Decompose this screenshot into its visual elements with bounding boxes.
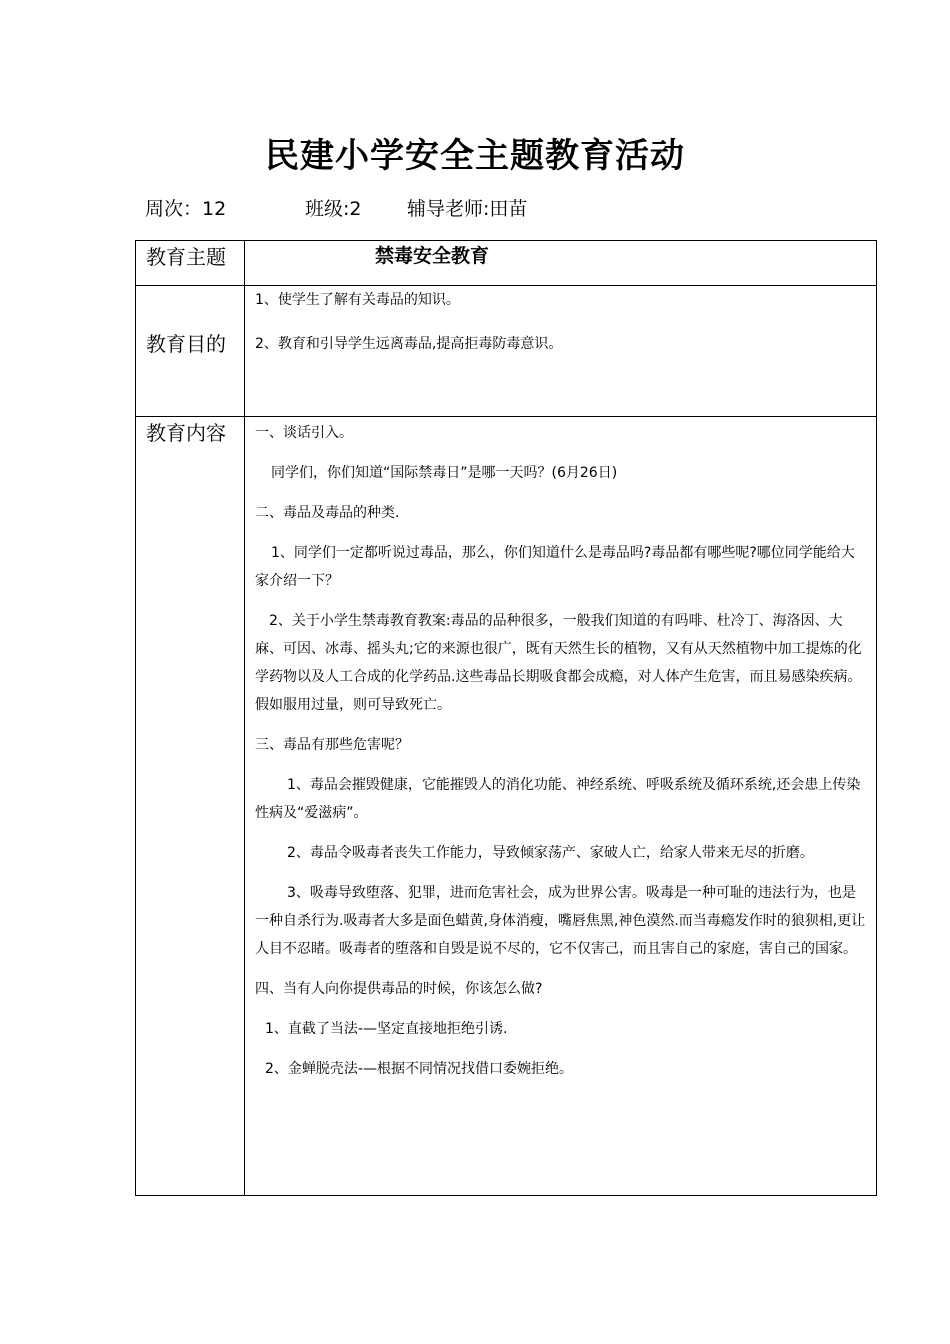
theme-row xyxy=(136,241,877,286)
theme-value-cell xyxy=(245,241,877,286)
page-title: 民建小学安全主题教育活动 xyxy=(265,136,685,176)
content-paragraph: 三、毒品有那些危害呢？ xyxy=(255,737,409,753)
content-paragraph: 一、谈话引入。 xyxy=(255,425,353,441)
week-info: 周次：12 xyxy=(145,198,227,220)
content-paragraph: 2、关于小学生禁毒教育教案:毒品的品种很多，一般我们知道的有吗啡、杜冷丁、海洛因、大麻、可因、冰毒、摇头丸;它的来源也很广，既有天然生长的植物，又有从天然植物中加工提炼的化学药物以及人工合成的化学药品.这些毒品长期吸食都会成瘾，对人体产生危害，而且易感染疾病。假如服用过量，则可导致死亡。 xyxy=(255,613,862,713)
teacher-info: 辅导老师:田苗 xyxy=(407,198,528,220)
goal-cell xyxy=(245,286,877,417)
theme-label: 教育主题 xyxy=(146,245,226,269)
goal-row xyxy=(136,286,877,417)
class-info: 班级:2 xyxy=(305,198,362,220)
content-label-cell xyxy=(136,417,245,1196)
goal-label: 教育目的 xyxy=(146,332,226,356)
content-paragraph: 1、同学们一定都听说过毒品，那么，你们知道什么是毒品吗?毒品都有哪些呢?哪位同学能给大家介绍一下？ xyxy=(255,545,855,589)
theme-value: 禁毒安全教育 xyxy=(375,245,490,267)
lesson-table xyxy=(135,240,877,1196)
content-paragraph: 2、金蝉脱壳法-—根据不同情况找借口委婉拒绝。 xyxy=(265,1061,573,1077)
content-cell xyxy=(245,417,877,1196)
content-paragraph: 四、当有人向你提供毒品的时候，你该怎么做? xyxy=(255,981,543,997)
theme-label-cell xyxy=(136,241,245,286)
content-paragraph: 1、直截了当法-—坚定直接地拒绝引诱. xyxy=(265,1021,508,1037)
content-paragraph: 同学们，你们知道“国际禁毒日”是哪一天吗？(6月26日) xyxy=(271,465,618,481)
content-paragraph: 2、毒品令吸毒者丧失工作能力，导致倾家荡产、家破人亡，给家人带来无尽的折磨。 xyxy=(287,845,814,861)
goal-item: 2、教育和引导学生远离毒品,提高拒毒防毒意识。 xyxy=(255,336,563,352)
content-paragraph: 1、毒品会摧毁健康，它能摧毁人的消化功能、神经系统、呼吸系统及循环系统,还会患上传染性病及“爱滋病”。 xyxy=(255,777,861,821)
content-paragraph: 二、毒品及毒品的种类. xyxy=(255,505,400,521)
content-row xyxy=(136,417,877,1196)
content-label: 教育内容 xyxy=(146,421,226,445)
goal-label-cell xyxy=(136,286,245,417)
goal-item: 1、使学生了解有关毒品的知识。 xyxy=(255,292,460,308)
content-paragraph: 3、吸毒导致堕落、犯罪，进而危害社会，成为世界公害。吸毒是一种可耻的违法行为，也是一种自杀行为.吸毒者大多是面色蜡黄,身体消瘦，嘴唇焦黑,神色漠然.而当毒瘾发作时的狼狈相,更让人目不忍睹。吸毒者的堕落和自毁是说不尽的，它不仅害己，而且害自己的家庭，害自己的国家。 xyxy=(255,885,866,957)
